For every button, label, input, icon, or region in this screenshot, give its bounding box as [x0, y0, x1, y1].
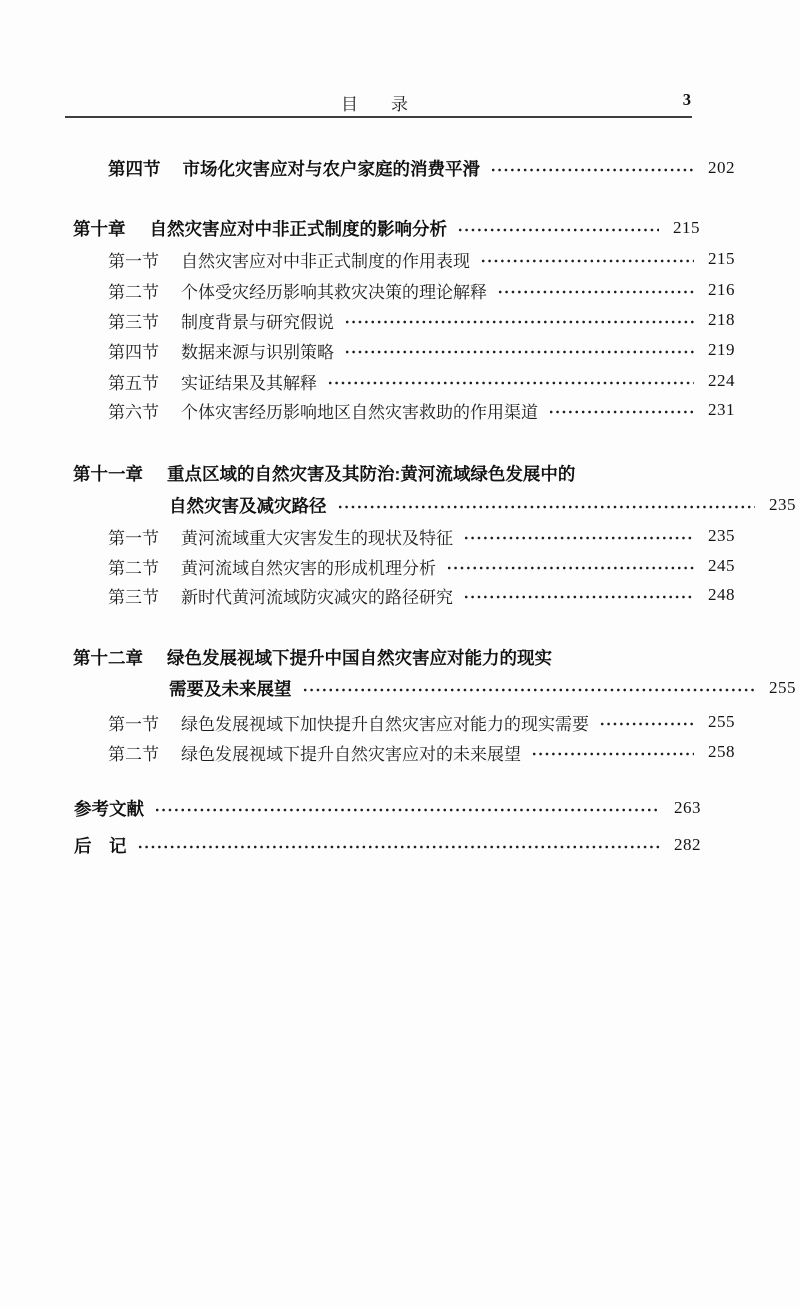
- toc-row: [65, 277, 735, 303]
- toc-row: [65, 155, 735, 181]
- toc-entry-prefix: 第二节: [108, 558, 159, 578]
- dot-leader: [137, 840, 661, 854]
- toc-page-number: 245: [708, 556, 735, 575]
- toc-page-number: 215: [708, 249, 735, 268]
- toc-entry-title: 实证结果及其解释: [181, 373, 317, 393]
- page-title: 目 录: [341, 95, 416, 114]
- dot-leader: [490, 163, 694, 177]
- toc-entry-title: 黄河流域自然灾害的形成机理分析: [181, 558, 436, 578]
- dot-leader: [344, 345, 694, 359]
- toc-row: [65, 795, 701, 821]
- toc-entry-prefix: 第四节: [108, 342, 159, 362]
- toc-entry-prefix: 第二节: [108, 744, 159, 764]
- page-number: 3: [682, 90, 691, 109]
- toc-entry-title: 个体灾害经历影响地区自然灾害救助的作用渠道: [181, 402, 538, 422]
- toc-entry-prefix: 第一节: [108, 251, 159, 271]
- toc-row: [65, 337, 735, 363]
- toc-page-number: 255: [769, 678, 796, 697]
- toc-entry-title: 参考文献: [74, 798, 144, 819]
- toc-entry-prefix: 第三节: [108, 312, 159, 332]
- toc-page-number: 231: [708, 400, 735, 419]
- toc-page-number: 224: [708, 371, 735, 390]
- dot-leader: [457, 223, 659, 237]
- toc-row: [65, 832, 701, 858]
- toc-entry-title: 绿色发展视域下加快提升自然灾害应对能力的现实需要: [181, 714, 589, 734]
- toc-page-number: 282: [674, 835, 701, 854]
- toc-entry-title: 市场化灾害应对与农户家庭的消费平滑: [182, 158, 480, 179]
- toc-entry-prefix: 第十二章: [73, 647, 143, 668]
- toc-page-number: 215: [673, 218, 700, 237]
- header-rule: [65, 116, 692, 118]
- toc-row: [65, 582, 735, 608]
- toc-entry-prefix: 第二节: [108, 282, 159, 302]
- toc-row: [65, 460, 700, 486]
- toc-row: [65, 675, 796, 701]
- toc-entry-title: 个体受灾经历影响其救灾决策的理论解释: [181, 282, 487, 302]
- toc-page-number: 219: [708, 340, 735, 359]
- toc-entry-title: 制度背景与研究假说: [181, 312, 334, 332]
- toc-entry-prefix: 第十一章: [73, 463, 143, 484]
- toc-entry-prefix: 第一节: [108, 714, 159, 734]
- toc-entry-title: 重点区域的自然灾害及其防治:黄河流域绿色发展中的: [167, 463, 576, 484]
- dot-leader: [480, 254, 694, 268]
- toc-entry-prefix: 第六节: [108, 402, 159, 422]
- toc-row: [65, 368, 735, 394]
- dot-leader: [463, 531, 694, 545]
- toc-page-number: 263: [674, 798, 701, 817]
- toc-entry-title: 自然灾害应对中非正式制度的影响分析: [149, 218, 447, 239]
- dot-leader: [548, 405, 694, 419]
- toc-entry-title: 绿色发展视域下提升中国自然灾害应对能力的现实: [167, 647, 552, 668]
- toc-entry-prefix: 第一节: [108, 528, 159, 548]
- toc-page-number: 248: [708, 585, 735, 604]
- toc-page-number: 216: [708, 280, 735, 299]
- toc-row: [65, 523, 735, 549]
- toc-page-number: 235: [708, 526, 735, 545]
- toc-page-number: 218: [708, 310, 735, 329]
- toc-row: [65, 246, 735, 272]
- dot-leader: [463, 590, 694, 604]
- dot-leader: [497, 285, 694, 299]
- dot-leader: [327, 376, 694, 390]
- toc-row: [65, 492, 796, 518]
- toc-entry-prefix: 第三节: [108, 587, 159, 607]
- toc-entry-title: 新时代黄河流域防灾减灾的路径研究: [181, 587, 453, 607]
- toc-entry-prefix: 第四节: [108, 158, 161, 179]
- toc-entry-prefix: 第五节: [108, 373, 159, 393]
- toc-row: [65, 644, 700, 670]
- dot-leader: [302, 683, 756, 697]
- dot-leader: [599, 717, 694, 731]
- page-header: [65, 90, 692, 116]
- toc-row: [65, 397, 735, 423]
- toc-entry-title: 自然灾害及减灾路径: [169, 495, 327, 516]
- toc-page-number: 202: [708, 158, 735, 177]
- dot-leader: [154, 803, 660, 817]
- toc-entry-title: 绿色发展视域下提升自然灾害应对的未来展望: [181, 744, 521, 764]
- toc-row: [65, 215, 700, 241]
- toc-page-number: 258: [708, 742, 735, 761]
- toc-entry-title: 黄河流域重大灾害发生的现状及特征: [181, 528, 453, 548]
- toc-entry-prefix: 第十章: [73, 218, 126, 239]
- toc-entry-title: 需要及未来展望: [169, 678, 292, 699]
- dot-leader: [337, 500, 756, 514]
- toc-entry-title: 数据来源与识别策略: [181, 342, 334, 362]
- dot-leader: [531, 747, 694, 761]
- dot-leader: [446, 561, 694, 575]
- toc-row: [65, 709, 735, 735]
- toc-entry-title: 后 记: [74, 835, 127, 856]
- toc-row: [65, 739, 735, 765]
- toc-page-number: 235: [769, 495, 796, 514]
- toc-page-number: 255: [708, 712, 735, 731]
- toc-entry-title: 自然灾害应对中非正式制度的作用表现: [181, 251, 470, 271]
- dot-leader: [344, 315, 694, 329]
- toc-row: [65, 553, 735, 579]
- toc-row: [65, 307, 735, 333]
